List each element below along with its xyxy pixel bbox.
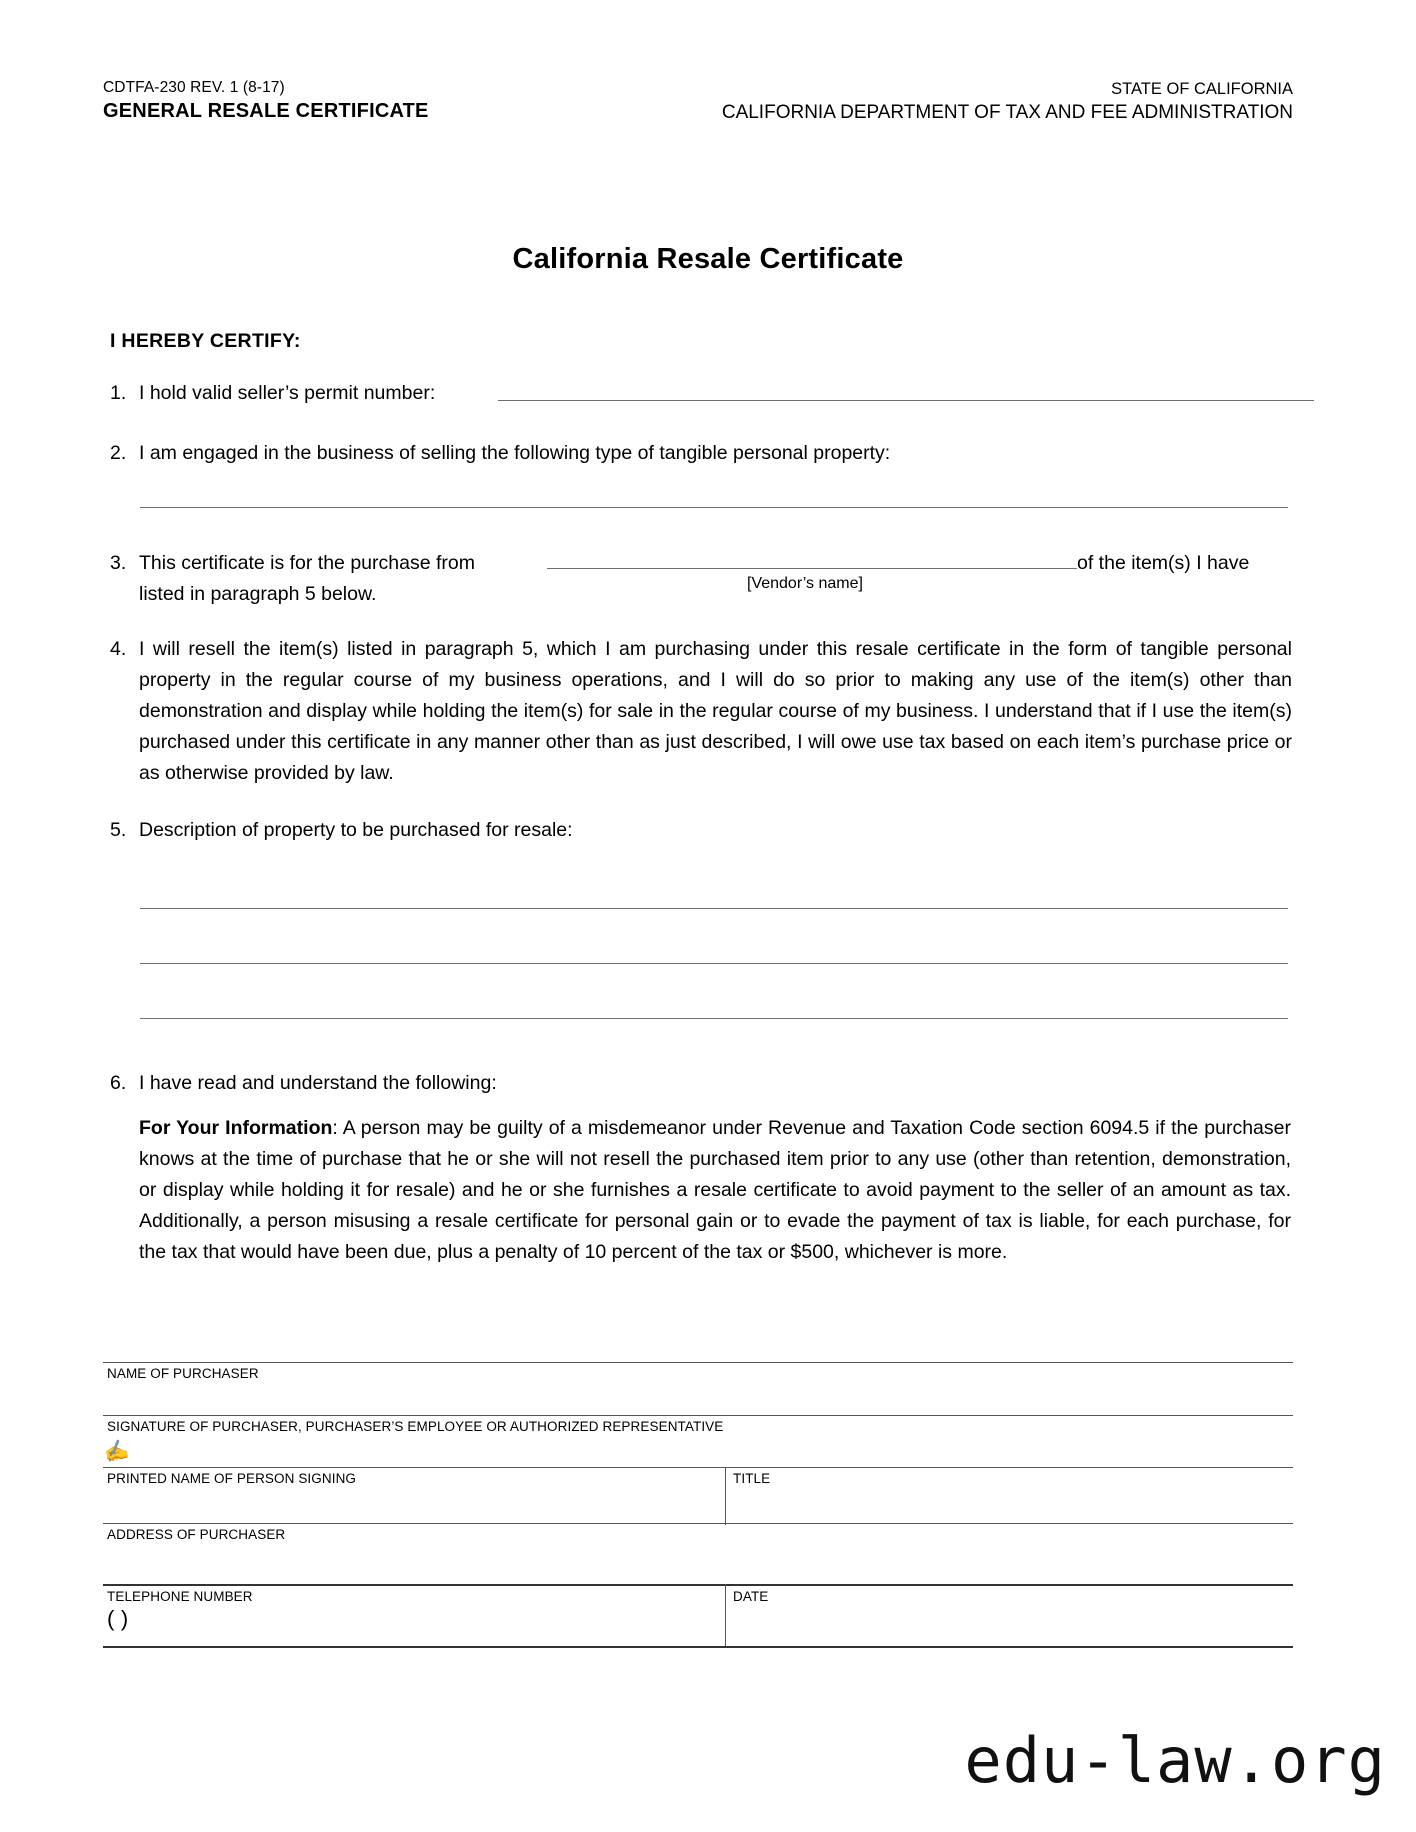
- page-title: California Resale Certificate: [512, 243, 904, 275]
- signature-of-purchaser-field[interactable]: [107, 1436, 1287, 1466]
- form-name: GENERAL RESALE CERTIFICATE: [103, 100, 429, 122]
- item-4: [110, 634, 1292, 789]
- department-name-label: CALIFORNIA DEPARTMENT OF TAX AND FEE ADMINISTRATION: [721, 102, 1293, 123]
- item-6-number: 6.: [110, 1072, 127, 1094]
- item-4-text: I will resell the item(s) listed in paragraph 5, which I am purchasing under this resale certificate in the form of tangible personal property in the regular course of my business operations, and I will do so prior to making any use of the item(s) other than demonstration and display while holding the item(s) for sale in the regular course of my business. I understand that if I use the item(s) purchased under this certificate in any manner other than as just described, I will owe use tax based on each item’s purchase price or as otherwise provided by law.: [139, 638, 1292, 784]
- telephone-parens: ( ): [107, 1606, 129, 1631]
- signature-of-purchaser-label: SIGNATURE OF PURCHASER, PURCHASER’S EMPLOYEE OR AUTHORIZED REPRESENTATIVE: [107, 1419, 724, 1434]
- telephone-number-label: TELEPHONE NUMBER: [107, 1589, 253, 1604]
- document-header: [103, 78, 1293, 125]
- telephone-number-field[interactable]: [107, 1606, 717, 1642]
- for-your-information-separator: :: [332, 1117, 338, 1139]
- date-field[interactable]: [733, 1606, 1283, 1642]
- business-type-field[interactable]: [140, 507, 1288, 508]
- divider-above-telephone: [103, 1584, 1293, 1586]
- date-label: DATE: [733, 1589, 769, 1604]
- divider-above-address: [103, 1523, 1293, 1524]
- item-5-text: Description of property to be purchased for resale:: [139, 819, 573, 841]
- item-2-text: I am engaged in the business of selling the following type of tangible personal property:: [139, 442, 891, 464]
- for-your-information-label: For Your Information: [139, 1117, 333, 1139]
- title-label: TITLE: [733, 1471, 771, 1486]
- header-right-block: [722, 78, 1293, 125]
- item-1-number: 1.: [110, 382, 127, 404]
- item-1-text: I hold valid seller’s permit number:: [139, 382, 436, 404]
- printed-name-label: PRINTED NAME OF PERSON SIGNING: [107, 1471, 357, 1486]
- divider-above-signature: [103, 1415, 1293, 1416]
- divider-bottom: [103, 1646, 1293, 1648]
- pen-signature-icon: ✍: [101, 1438, 132, 1466]
- item-2: [110, 438, 1310, 469]
- property-description-field-line-3[interactable]: [140, 1018, 1288, 1019]
- item-5-number: 5.: [110, 819, 127, 841]
- item-3-text-tail: of the item(s) I have: [1077, 552, 1250, 574]
- for-your-information-body: A person may be guilty of a misdemeanor under Revenue and Taxation Code section 6094.5 if the purchaser knows at the time of purchase that he or she will not resell the purchased item prior to any use (other than retention, demonstration, or display while holding it for resale) and he or she furnishes a resale certificate to avoid payment to the seller of an amount as tax. Additionally, a person misusing a resale certificate for personal gain or to evade the payment of tax is liable, for each purchase, for the tax that would have been due, plus a penalty of 10 percent of the tax or $500, whichever is more.: [139, 1117, 1291, 1263]
- divider-above-name-of-purchaser: [103, 1362, 1293, 1363]
- item-3-line-2: listed in paragraph 5 below.: [139, 583, 377, 605]
- name-of-purchaser-label: NAME OF PURCHASER: [107, 1366, 259, 1381]
- item-6: [110, 1068, 1310, 1099]
- name-of-purchaser-field[interactable]: [107, 1384, 1287, 1412]
- item-4-number: 4.: [110, 638, 127, 660]
- item-1: [110, 378, 1310, 409]
- item-5: [110, 815, 1310, 846]
- item-3-text: This certificate is for the purchase from: [139, 552, 475, 574]
- printed-name-field[interactable]: [107, 1489, 717, 1519]
- address-of-purchaser-field[interactable]: [107, 1545, 1287, 1583]
- property-description-field-line-2[interactable]: [140, 963, 1288, 964]
- item-6-text: I have read and understand the following:: [139, 1072, 497, 1094]
- address-of-purchaser-label: ADDRESS OF PURCHASER: [107, 1527, 286, 1542]
- certify-heading: I HEREBY CERTIFY:: [110, 330, 301, 352]
- vendor-name-field[interactable]: [547, 568, 1077, 569]
- header-left-block: [103, 78, 429, 124]
- sellers-permit-number-field[interactable]: [498, 400, 1314, 401]
- property-description-field-line-1[interactable]: [140, 908, 1288, 909]
- divider-above-printed-name: [103, 1467, 1293, 1468]
- item-2-number: 2.: [110, 442, 127, 464]
- form-code: CDTFA-230 REV. 1 (8-17): [103, 79, 285, 96]
- watermark: edu-law.org: [964, 1724, 1386, 1797]
- item-3-number: 3.: [110, 552, 127, 574]
- divider-telephone-date: [725, 1584, 726, 1646]
- title-field[interactable]: [733, 1489, 1283, 1519]
- state-of-california-label: STATE OF CALIFORNIA: [1111, 80, 1293, 98]
- for-your-information-paragraph: [139, 1113, 1291, 1268]
- divider-printed-name-title: [725, 1467, 726, 1525]
- vendor-name-caption: [Vendor’s name]: [747, 575, 863, 592]
